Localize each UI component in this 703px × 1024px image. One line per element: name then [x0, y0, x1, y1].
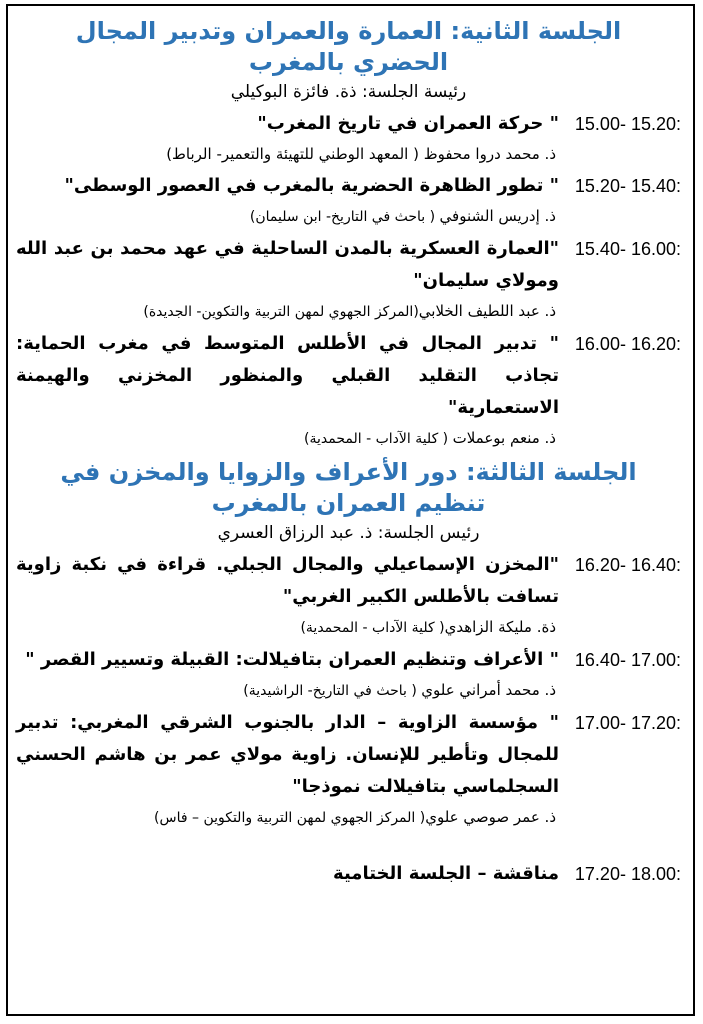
item-title: مناقشة – الجلسة الختامية: [333, 863, 559, 884]
item-speaker: [16, 204, 556, 229]
session3-title-line1: الجلسة الثالثة: دور الأعراف والزوايا والمخزن في: [60, 458, 637, 486]
item-speaker: [16, 142, 556, 166]
session2-title: [16, 16, 681, 78]
session3-item-2: [16, 644, 681, 703]
program-page: [6, 4, 695, 1016]
item-time: 16.00- 16.20:: [574, 334, 681, 354]
speaker-affiliation: ( باحث في التاريخ- الراشيدية): [243, 683, 422, 699]
speaker-name: ذ. منعم بوعملات: [452, 429, 556, 447]
speaker-affiliation: (المركز الجهوي لمهن التربية والتكوين- الجديدة): [143, 304, 419, 320]
speaker-name: ذة. مليكة الزاهدي: [444, 618, 556, 636]
speaker-name: ذ. عبد اللطيف الخلابي: [418, 302, 556, 320]
speaker-name: ذ. محمد دروا محفوظ ( المعهد الوطني للتهيئة والتعمير- الرباط): [166, 145, 556, 163]
item-speaker: [16, 426, 556, 451]
item-speaker: [16, 805, 556, 830]
item-time: 15.40- 16.00:: [574, 239, 681, 259]
session2-item-4: [16, 328, 681, 451]
program-content: [16, 16, 681, 890]
speaker-affiliation: ( باحث في التاريخ- ابن سليمان): [249, 209, 440, 225]
session3-item-1: [16, 549, 681, 640]
item-title: " تطور الظاهرة الحضرية بالمغرب في العصور الوسطى": [64, 175, 559, 196]
item-time: 15.20- 15.40:: [574, 176, 681, 196]
speaker-name: ذ. محمد أمراني علوي: [421, 681, 556, 699]
item-title: "العمارة العسكرية بالمدن الساحلية في عهد محمد بن عبد الله ومولاي سليمان": [16, 238, 559, 291]
session3-title-line2: تنظيم العمران بالمغرب: [211, 489, 486, 517]
item-time: 16.20- 16.40:: [574, 555, 681, 575]
session3-chair: رئيس الجلسة: ذ. عبد الرزاق العسري: [217, 523, 480, 543]
item-title: " مؤسسة الزاوية – الدار بالجنوب الشرقي المغربي: تدبير للمجال وتأطير للإنسان. زاوية مولاي عمر بن هاشم الحسني السجلماسي بتافيلالت نموذجا": [16, 712, 559, 797]
speaker-affiliation: ( المركز الجهوي لمهن التربية والتكوين – فاس): [154, 810, 426, 826]
speaker-name: ذ. عمر صوصي علوي: [425, 808, 556, 826]
item-title: " حركة العمران في تاريخ المغرب": [257, 113, 559, 134]
session2-chair: رئيسة الجلسة: ذة. فائزة البوكيلي: [230, 82, 467, 102]
session2-item-2: [16, 170, 681, 229]
session2-title-line2: الحضري بالمغرب: [248, 48, 449, 76]
closing-item: [16, 858, 681, 890]
item-title: " تدبير المجال في الأطلس المتوسط في مغرب الحماية: تجاذب التقليد القبلي والمنظور المخزني والهيمنة الاستعمارية": [16, 333, 559, 418]
item-speaker: [16, 299, 556, 324]
speaker-affiliation: ( كلية الآداب - المحمدية): [304, 431, 453, 447]
item-title: " الأعراف وتنظيم العمران بتافيلالت: القبيلة وتسيير القصر ": [25, 649, 559, 670]
spacer: [16, 830, 681, 854]
item-speaker: [16, 678, 556, 703]
speaker-affiliation: ( كلية الآداب - المحمدية): [300, 620, 445, 636]
item-time: 16.40- 17.00:: [574, 650, 681, 670]
speaker-name: ذ. إدريس الشنوفي: [439, 207, 556, 225]
session2-item-3: [16, 233, 681, 324]
session3-title: [16, 457, 681, 519]
item-speaker: [16, 615, 556, 640]
session2-title-line1: الجلسة الثانية: العمارة والعمران وتدبير المجال: [75, 17, 622, 45]
session2-item-1: [16, 108, 681, 166]
item-title: "المخزن الإسماعيلي والمجال الجبلي. قراءة في نكبة زاوية تسافت بالأطلس الكبير الغربي": [16, 554, 559, 607]
item-time: 15.00- 15.20:: [574, 114, 681, 134]
item-time: 17.00- 17.20:: [574, 713, 681, 733]
item-time: 17.20- 18.00:: [574, 864, 681, 884]
session3-item-3: [16, 707, 681, 830]
